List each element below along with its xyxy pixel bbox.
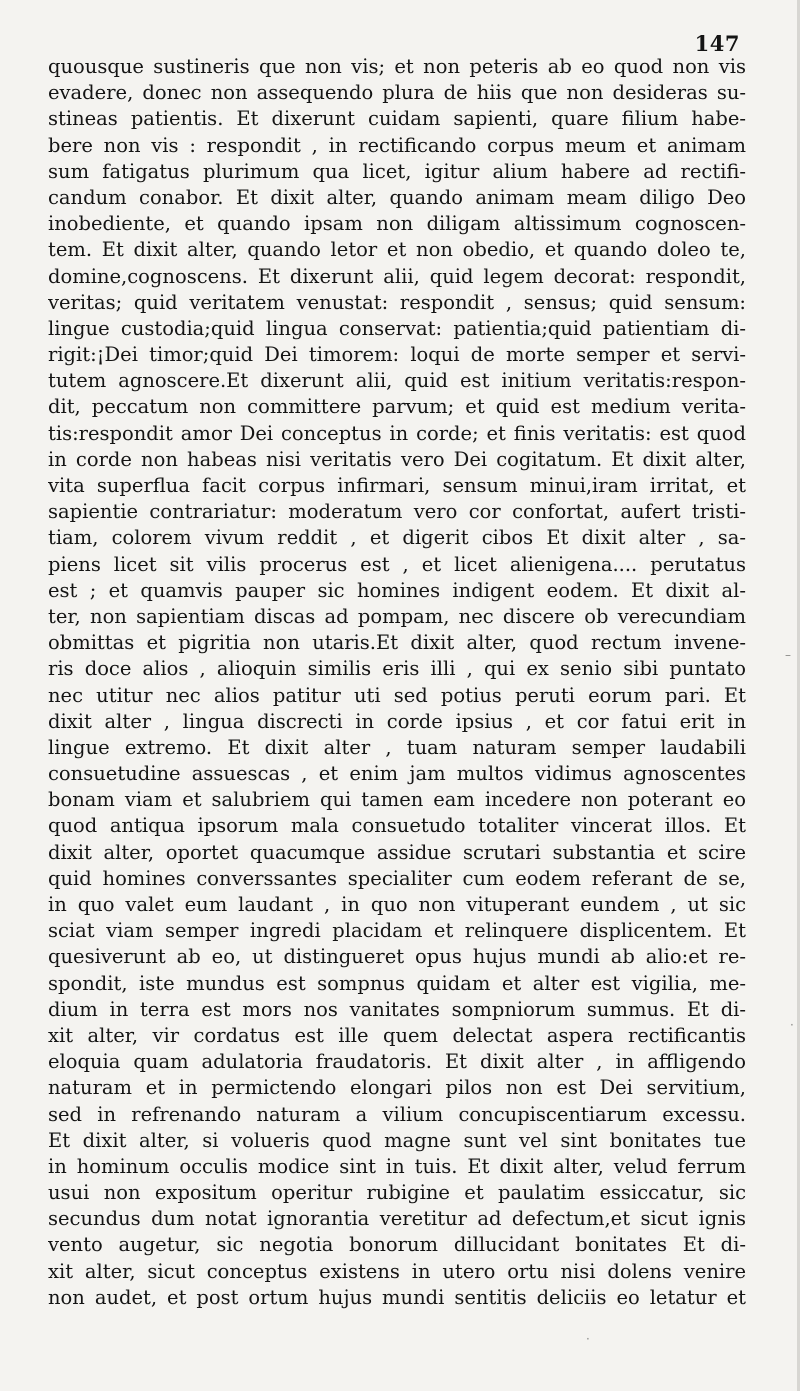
text-line: sum fatigatus plurimum qua licet, igitur alium habere ad rectifi- — [48, 159, 746, 183]
text-line: inobediente, et quando ipsam non diligam altissimum cognoscen- — [48, 212, 746, 236]
text-line: piens licet sit vilis procerus est , et licet alienigena.... perutatus — [48, 552, 746, 576]
text-line: candum conabor. Et dixit alter, quando animam meam diligo Deo — [48, 185, 746, 209]
text-line: lingue extremo. Et dixit alter , tuam naturam semper laudabili — [48, 735, 746, 759]
text-line: in corde non habeas nisi veritatis vero Dei cogitatum. Et dixit alter, — [48, 447, 746, 471]
text-line: rigit:¡Dei timor;quid Dei timorem: loqui de morte semper et servi- — [48, 343, 746, 367]
text-line: dixit alter, oportet quacumque assidue scrutari substantia et scire — [48, 840, 746, 864]
page-number: 147 — [694, 31, 740, 56]
text-line: sciat viam semper ingredi placidam et relinquere displicentem. Et — [48, 919, 746, 943]
text-line: Et dixit alter, si volueris quod magne sunt vel sint bonitates tue — [48, 1128, 746, 1152]
text-line: consuetudine assuescas , et enim jam multos vidimus agnoscentes — [48, 762, 746, 786]
text-line: naturam et in permictendo elongari pilos non est Dei servitium, — [48, 1076, 746, 1100]
text-line: tem. Et dixit alter, quando letor et non obedio, et quando doleo te, — [48, 238, 746, 262]
text-line: ris doce alios , alioquin similis eris illi , qui ex senio sibi puntato — [48, 657, 746, 681]
text-line: sapientie contrariatur: moderatum vero cor confortat, aufert tristi- — [48, 500, 746, 524]
text-line: secundus dum notat ignorantia veretitur ad defectum,et sicut ignis — [48, 1207, 746, 1231]
text-line: ter, non sapientiam discas ad pompam, nec discere ob verecundiam — [48, 604, 746, 628]
margin-mark: · — [586, 1332, 590, 1346]
text-line: tutem agnoscere.Et dixerunt alii, quid est initium veritatis:respon- — [48, 369, 746, 393]
text-line: quod antiqua ipsorum mala consuetudo totaliter vincerat illos. Et — [48, 814, 746, 838]
text-line: vento augetur, sic negotia bonorum dillucidant bonitates Et di- — [48, 1233, 746, 1257]
text-line: veritas; quid veritatem venustat: respondit , sensus; quid sensum: — [48, 290, 746, 314]
text-line: stineas patientis. Et dixerunt cuidam sapienti, quare filium habe- — [48, 107, 746, 131]
text-line: bere non vis : respondit , in rectificando corpus meum et animam — [48, 133, 746, 157]
body-text — [48, 54, 746, 1311]
text-line: bonam viam et salubriem qui tamen eam incedere non poterant eo — [48, 788, 746, 812]
text-line: domine,cognoscens. Et dixerunt alii, quid legem decorat: respondit, — [48, 264, 746, 288]
text-line: xit alter, sicut conceptus existens in utero ortu nisi dolens venire — [48, 1259, 746, 1283]
text-line: nec utitur nec alios patitur uti sed potius peruti eorum pari. Et — [48, 683, 746, 707]
text-line: tiam, colorem vivum reddit , et digerit cibos Et dixit alter , sa- — [48, 526, 746, 550]
text-line: in hominum occulis modice sint in tuis. Et dixit alter, velud ferrum — [48, 1154, 746, 1178]
text-line: dixit alter , lingua discrecti in corde ipsius , et cor fatui erit in — [48, 709, 746, 733]
text-line: est ; et quamvis pauper sic homines indigent eodem. Et dixit al- — [48, 578, 746, 602]
text-line: quousque sustineris que non vis; et non peteris ab eo quod non vis — [48, 55, 746, 78]
text-line: quesiverunt ab eo, ut distingueret opus hujus mundi ab alio:et re- — [48, 945, 746, 969]
text-line: sed in refrenando naturam a vilium concupiscentiarum excessu. — [48, 1102, 746, 1126]
text-line: eloquia quam adulatoria fraudatoris. Et dixit alter , in affligendo — [48, 1050, 746, 1074]
text-line: xit alter, vir cordatus est ille quem delectat aspera rectificantis — [48, 1023, 746, 1047]
text-line: quid homines converssantes specialiter cum eodem referant de se, — [48, 866, 746, 890]
margin-mark: – — [785, 648, 791, 662]
text-line: usui non expositum operitur rubigine et paulatim essiccatur, sic — [48, 1181, 746, 1205]
text-line: dium in terra est mors nos vanitates sompniorum summus. Et di- — [48, 997, 746, 1021]
margin-mark: · — [790, 1018, 794, 1032]
text-line: evadere, donec non assequendo plura de hiis que non desideras su- — [48, 81, 746, 105]
text-line: tis:respondit amor Dei conceptus in corde; et finis veritatis: est quod — [48, 421, 746, 445]
text-line: vita superflua facit corpus infirmari, sensum minui,iram irritat, et — [48, 474, 746, 497]
text-line: spondit, iste mundus est sompnus quidam et alter est vigilia, me- — [48, 971, 746, 995]
text-line: in quo valet eum laudant , in quo non vituperant eundem , ut sic — [48, 893, 746, 916]
text-line: obmittas et pigritia non utaris.Et dixit alter, quod rectum invene- — [48, 631, 746, 655]
text-line: lingue custodia;quid lingua conservat: patientia;quid patientiam di- — [48, 316, 746, 340]
text-line: dit, peccatum non committere parvum; et quid est medium verita- — [48, 395, 746, 419]
text-line: non audet, et post ortum hujus mundi sentitis deliciis eo letatur et — [48, 1285, 746, 1309]
